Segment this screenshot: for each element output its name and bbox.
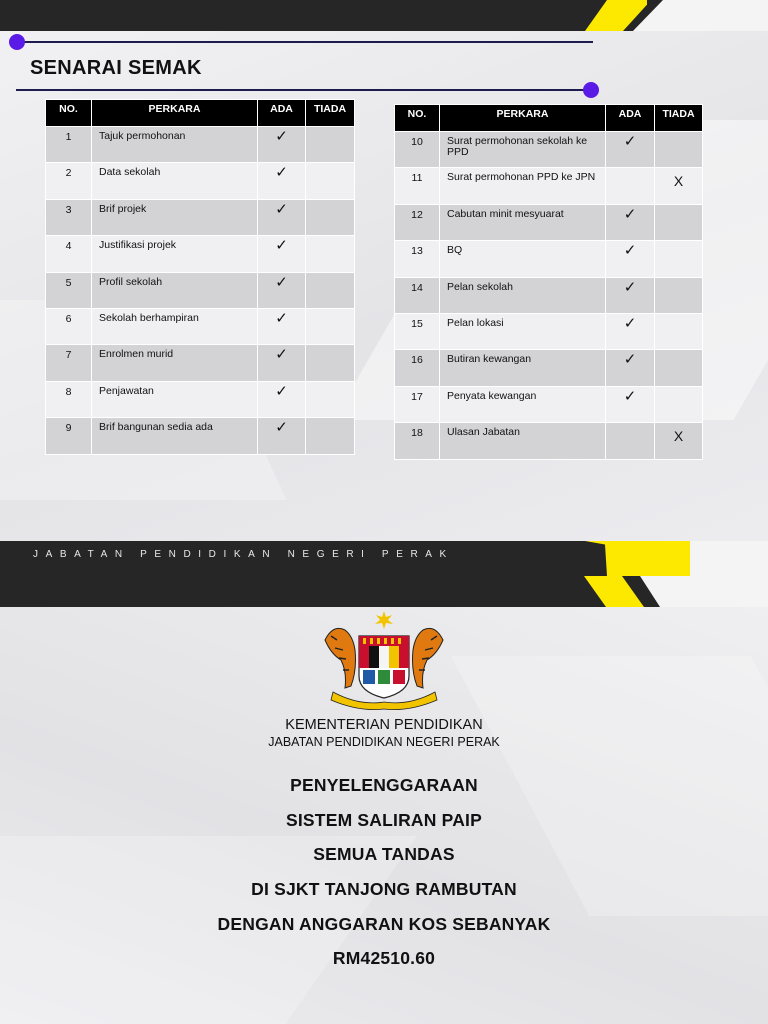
slide-title: SENARAI SEMAK <box>30 57 202 79</box>
cell-ada: ✓ <box>606 132 655 168</box>
cell-ada: ✓ <box>258 199 306 235</box>
checklist-table-right <box>394 104 703 460</box>
cell-tiada: X <box>655 423 703 459</box>
slide-title-page <box>0 576 768 1024</box>
cell-ada: ✓ <box>606 277 655 313</box>
cell-ada: ✓ <box>258 272 306 308</box>
department-name: JABATAN PENDIDIKAN NEGERI PERAK <box>268 735 500 749</box>
cell-ada <box>606 168 655 204</box>
cell-ada: ✓ <box>258 381 306 417</box>
column-header-no: NO. <box>395 105 440 132</box>
cell-perkara: Justifikasi projek <box>92 236 258 272</box>
table-row <box>395 204 703 240</box>
cell-ada: ✓ <box>606 386 655 422</box>
cell-tiada <box>306 163 355 199</box>
cell-ada: ✓ <box>606 204 655 240</box>
rule-dot-right <box>583 82 599 98</box>
cell-tiada <box>306 236 355 272</box>
cell-ada: ✓ <box>606 350 655 386</box>
cell-no: 8 <box>46 381 92 417</box>
cell-no: 18 <box>395 423 440 459</box>
checklist-left-body <box>46 127 355 455</box>
column-header-perkara: PERKARA <box>440 105 606 132</box>
checklist-right-body <box>395 132 703 460</box>
checklist-table-left <box>45 99 355 455</box>
table-row <box>46 418 355 454</box>
project-title-line-2: SISTEM SALIRAN PAIP <box>286 810 482 830</box>
malaysia-coat-of-arms-icon <box>319 610 449 710</box>
column-header-tiada: TIADA <box>655 105 703 132</box>
table-header-row <box>46 100 355 127</box>
project-title-line-4: DI SJKT TANJONG RAMBUTAN <box>251 879 517 899</box>
title-rule-top <box>17 41 593 43</box>
column-header-ada: ADA <box>258 100 306 127</box>
cell-perkara: Sekolah berhampiran <box>92 308 258 344</box>
cell-perkara: Ulasan Jabatan <box>440 423 606 459</box>
cell-tiada <box>306 345 355 381</box>
cell-no: 5 <box>46 272 92 308</box>
cell-no: 2 <box>46 163 92 199</box>
table-row <box>395 132 703 168</box>
cell-perkara: Penyata kewangan <box>440 386 606 422</box>
cell-perkara: BQ <box>440 241 606 277</box>
column-header-no: NO. <box>46 100 92 127</box>
cell-no: 15 <box>395 313 440 349</box>
table-row <box>46 272 355 308</box>
cell-ada: ✓ <box>258 418 306 454</box>
table-row <box>395 241 703 277</box>
cell-tiada <box>306 127 355 163</box>
cell-perkara: Brif projek <box>92 199 258 235</box>
cell-ada: ✓ <box>258 236 306 272</box>
project-title-line-5: DENGAN ANGGARAN KOS SEBANYAK <box>217 914 551 934</box>
project-title-line-3: SEMUA TANDAS <box>313 844 455 864</box>
cell-tiada <box>655 204 703 240</box>
cell-tiada: X <box>655 168 703 204</box>
cell-tiada <box>655 313 703 349</box>
cell-no: 1 <box>46 127 92 163</box>
title-rule-bottom <box>16 89 592 91</box>
cell-tiada <box>655 132 703 168</box>
table-row <box>395 350 703 386</box>
cell-no: 3 <box>46 199 92 235</box>
cell-tiada <box>306 418 355 454</box>
cell-no: 12 <box>395 204 440 240</box>
cell-no: 13 <box>395 241 440 277</box>
cell-tiada <box>306 381 355 417</box>
cell-perkara: Enrolmen murid <box>92 345 258 381</box>
cell-perkara: Pelan lokasi <box>440 313 606 349</box>
table-row <box>46 236 355 272</box>
ministry-name: KEMENTERIAN PENDIDIKAN <box>285 717 483 733</box>
cell-no: 6 <box>46 308 92 344</box>
cell-tiada <box>655 241 703 277</box>
cell-perkara: Butiran kewangan <box>440 350 606 386</box>
table-row <box>395 168 703 204</box>
cell-ada: ✓ <box>606 241 655 277</box>
cell-tiada <box>306 199 355 235</box>
cell-ada: ✓ <box>258 345 306 381</box>
column-header-ada: ADA <box>606 105 655 132</box>
cell-perkara: Penjawatan <box>92 381 258 417</box>
cell-tiada <box>655 277 703 313</box>
cell-perkara: Cabutan minit mesyuarat <box>440 204 606 240</box>
footer-text: JABATAN PENDIDIKAN NEGERI PERAK <box>33 549 454 560</box>
rule-dot-left <box>9 34 25 50</box>
cell-tiada <box>655 350 703 386</box>
table-row <box>46 163 355 199</box>
table-row <box>395 386 703 422</box>
cell-ada <box>606 423 655 459</box>
table-row <box>395 313 703 349</box>
cell-no: 9 <box>46 418 92 454</box>
table-row <box>395 277 703 313</box>
cell-ada: ✓ <box>258 308 306 344</box>
table-header-row <box>395 105 703 132</box>
table-row <box>46 199 355 235</box>
cell-perkara: Profil sekolah <box>92 272 258 308</box>
cell-ada: ✓ <box>258 163 306 199</box>
cell-no: 7 <box>46 345 92 381</box>
cell-ada: ✓ <box>606 313 655 349</box>
cell-no: 11 <box>395 168 440 204</box>
cell-tiada <box>655 386 703 422</box>
cell-perkara: Surat permohonan PPD ke JPN <box>440 168 606 204</box>
cell-no: 14 <box>395 277 440 313</box>
cell-perkara: Surat permohonan sekolah ke PPD <box>440 132 606 168</box>
cell-perkara: Brif bangunan sedia ada <box>92 418 258 454</box>
table-row <box>46 127 355 163</box>
cell-perkara: Pelan sekolah <box>440 277 606 313</box>
cell-perkara: Data sekolah <box>92 163 258 199</box>
cell-no: 4 <box>46 236 92 272</box>
column-header-perkara: PERKARA <box>92 100 258 127</box>
project-cost: RM42510.60 <box>332 948 436 968</box>
footer-white-accent <box>690 541 768 576</box>
project-title-line-1: PENYELENGGARAAN <box>290 775 478 795</box>
table-row <box>395 423 703 459</box>
cell-no: 17 <box>395 386 440 422</box>
column-header-tiada: TIADA <box>306 100 355 127</box>
table-row <box>46 345 355 381</box>
cell-tiada <box>306 272 355 308</box>
cell-no: 10 <box>395 132 440 168</box>
cell-tiada <box>306 308 355 344</box>
cell-perkara: Tajuk permohonan <box>92 127 258 163</box>
cell-ada: ✓ <box>258 127 306 163</box>
cell-no: 16 <box>395 350 440 386</box>
table-row <box>46 308 355 344</box>
table-row <box>46 381 355 417</box>
